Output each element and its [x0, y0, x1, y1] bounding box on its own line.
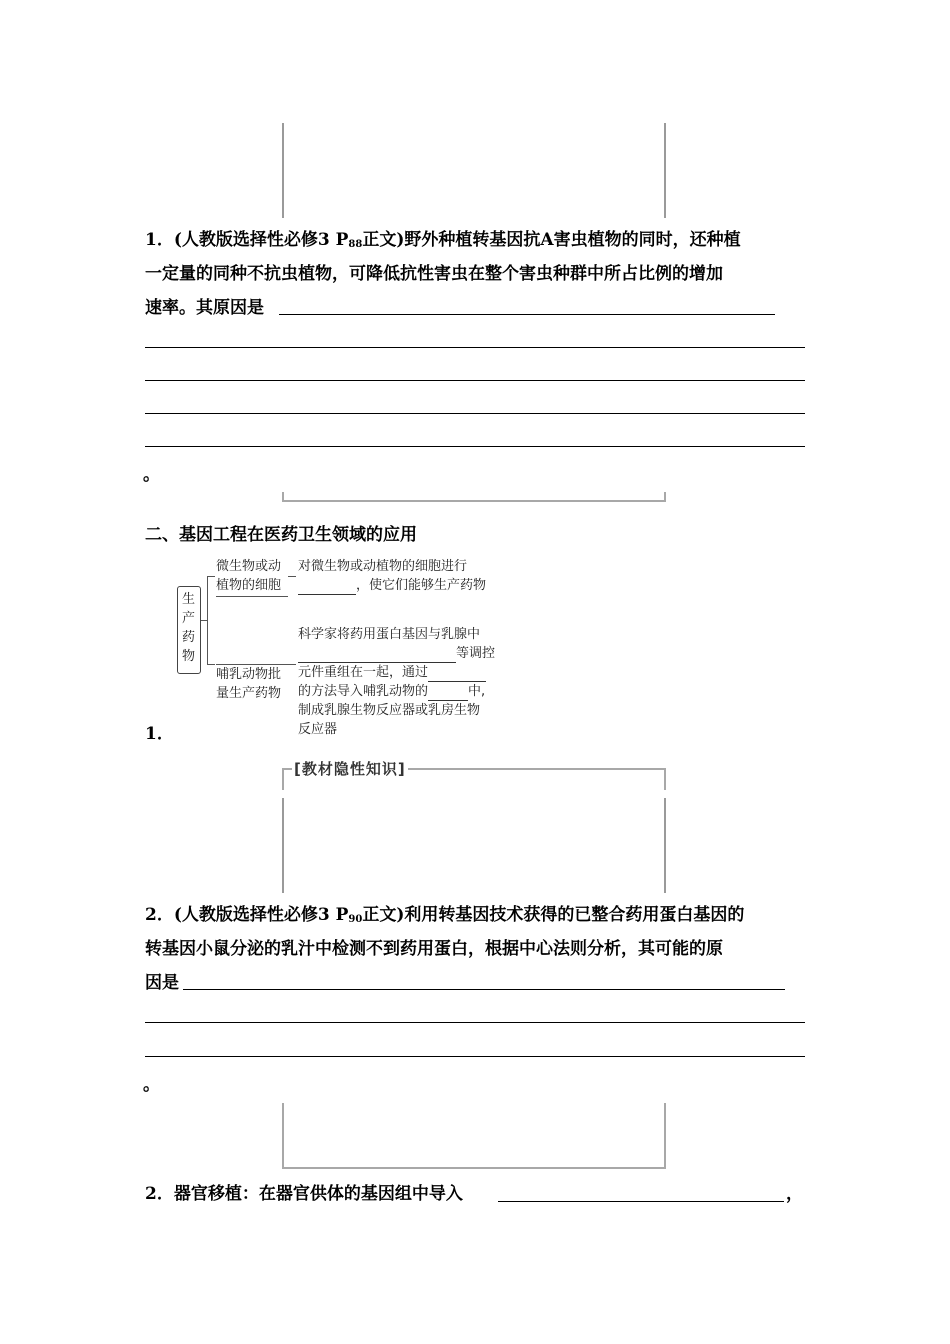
branch2-desc-line2: 等调控	[456, 646, 496, 661]
hidden-knowledge-tag	[292, 758, 408, 779]
q2-answer-blank-2[interactable]	[145, 1022, 805, 1023]
organ-text: 在器官供体的基因组中导入	[258, 1184, 463, 1204]
branch1-desc-line2-row	[298, 577, 486, 595]
diagram-connector-root	[201, 620, 207, 621]
branch2-desc-line4-row	[298, 683, 485, 701]
top-frame-left-edge	[282, 123, 284, 218]
q2-number: 2．	[145, 905, 174, 925]
q1-source-page: 88	[348, 239, 363, 250]
q1-source-prefix: (人教版选择性必修3 P	[173, 230, 349, 250]
branch1-desc-line1: 对微生物或动植物的细胞进行	[298, 559, 468, 574]
hidden-knowledge-tag-text: 教材隐性知识	[301, 760, 398, 778]
branch2-desc-line5: 制成乳腺生物反应器或乳房生物	[298, 703, 481, 718]
q1-answer-blank-2[interactable]	[145, 347, 805, 348]
q2-line-2: 转基因小鼠分泌的乳汁中检测不到药用蛋白，根据中心法则分析，其可能的原	[145, 939, 723, 959]
branch2-desc-line3-row	[298, 664, 486, 682]
q2-line-3: 因是	[145, 973, 179, 993]
branch2-blank-1[interactable]	[298, 650, 456, 663]
q1-answer-blank-5[interactable]	[145, 446, 805, 447]
organ-title: 器官移植：	[173, 1184, 259, 1204]
q1-answer-blank-3[interactable]	[145, 380, 805, 381]
q2-answer-blank-1[interactable]	[183, 989, 785, 990]
q1-line-3: 速率。其原因是	[145, 298, 264, 318]
organ-end-mark: ，	[786, 1184, 803, 1204]
section-heading: 二、基因工程在医药卫生领域的应用	[145, 525, 417, 545]
diagram-connector-vertical	[207, 576, 208, 664]
top-frame-right-edge	[664, 123, 666, 218]
branch2-desc-line6: 反应器	[298, 722, 338, 737]
branch1-desc-line2: ，使它们能够生产药物	[356, 578, 487, 593]
tag-bracket-right: ]	[397, 760, 406, 778]
q2-source-suffix: 正文)	[362, 905, 405, 925]
diagram-item-number: 1．	[145, 724, 174, 744]
q1-answer-blank-4[interactable]	[145, 413, 805, 414]
branch2-label-line1: 哺乳动物批	[216, 667, 282, 682]
branch2-top-line	[216, 664, 288, 665]
q1-source-suffix: 正文)	[362, 230, 405, 250]
branch2-desc-line2-row	[298, 645, 495, 663]
branch1-label-line2: 植物的细胞	[216, 578, 282, 593]
branch1-underline	[216, 596, 288, 597]
q1-line1-text: 野外种植转基因抗A害虫植物的同时，还种植	[404, 230, 741, 250]
q1-answer-blank-1[interactable]	[279, 314, 775, 315]
organ-frame	[282, 1103, 666, 1169]
branch1-to-desc	[288, 576, 296, 577]
q2-end-mark: 。	[143, 1075, 160, 1095]
q1-number: 1．	[145, 230, 174, 250]
hk-frame-left-edge	[282, 798, 284, 893]
branch2-desc-line4a: 的方法导入哺乳动物的	[298, 684, 429, 699]
q1-end-mark: 。	[143, 465, 160, 485]
branch2-to-desc	[288, 664, 296, 665]
diagram-root-label: 生产药物	[182, 592, 196, 664]
q2-line1-text: 利用转基因技术获得的已整合药用蛋白基因的	[404, 905, 745, 925]
branch1-label-line1: 微生物或动	[216, 559, 282, 574]
diagram-connector-bottom	[207, 664, 215, 665]
tag-bracket-left: [	[294, 760, 302, 778]
organ-line	[145, 1184, 463, 1204]
branch1-blank[interactable]	[298, 582, 356, 595]
q2-answer-blank-3[interactable]	[145, 1056, 805, 1057]
branch2-blank-3[interactable]	[428, 688, 468, 701]
branch2-desc-line4b: 中,	[468, 684, 486, 699]
diagram-connector-top	[207, 576, 215, 577]
branch2-desc-line1: 科学家将药用蛋白基因与乳腺中	[298, 627, 481, 642]
q1-line-2: 一定量的同种不抗虫植物，可降低抗性害虫在整个害虫种群中所占比例的增加	[145, 264, 723, 284]
branch2-blank-2[interactable]	[428, 669, 486, 682]
q1-line-1	[145, 230, 741, 250]
q1-frame-bottom	[282, 492, 666, 502]
organ-number: 2．	[145, 1184, 174, 1204]
hk-frame-right-edge	[664, 798, 666, 893]
q2-line-1	[145, 905, 744, 925]
branch2-label-line2: 量生产药物	[216, 686, 282, 701]
branch2-desc-line3: 元件重组在一起，通过	[298, 665, 429, 680]
organ-answer-blank[interactable]	[498, 1201, 784, 1202]
q2-source-prefix: (人教版选择性必修3 P	[173, 905, 349, 925]
q2-source-page: 90	[348, 914, 363, 925]
